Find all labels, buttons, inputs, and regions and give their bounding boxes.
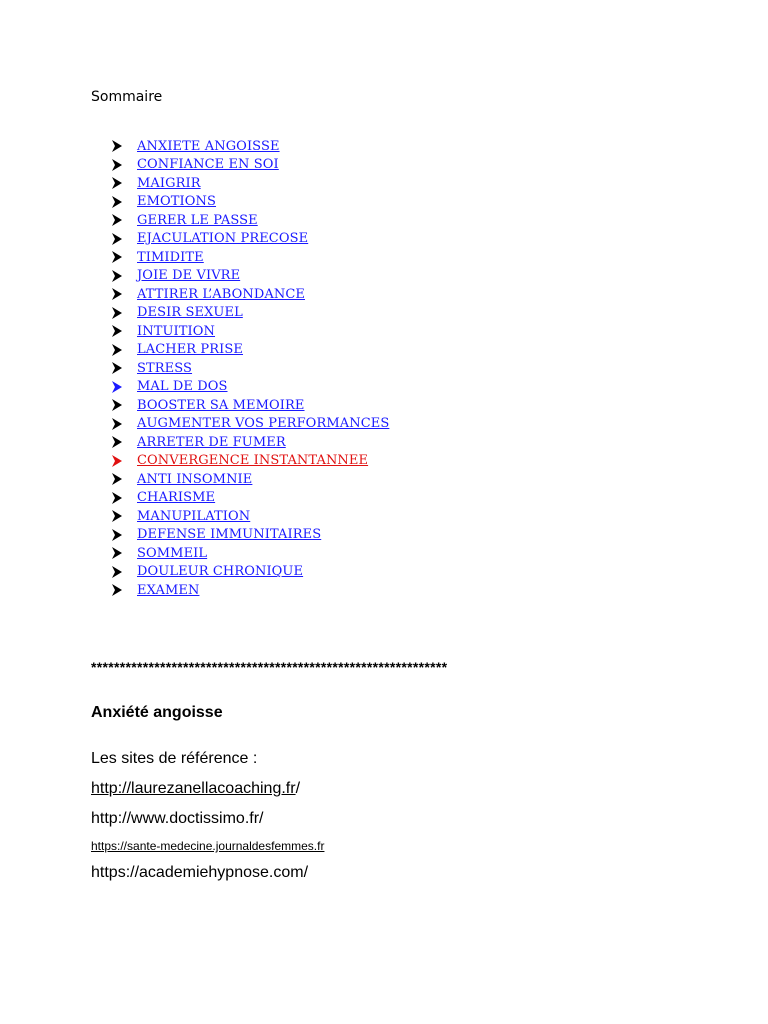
toc-item[interactable] [112,174,389,193]
arrow-bullet-icon [112,436,122,448]
toc-link[interactable]: SOMMEIL [137,545,208,561]
toc-item[interactable] [112,359,389,378]
toc-item[interactable] [112,211,389,230]
arrow-bullet-icon [112,159,122,171]
toc-link[interactable]: CHARISME [137,490,216,506]
toc-item[interactable] [112,433,389,452]
toc-link[interactable]: MANUPILATION [137,508,251,524]
toc-link[interactable]: DEFENSE IMMUNITAIRES [137,527,322,543]
toc-item[interactable] [112,489,389,508]
toc-link[interactable]: ANXIETE ANGOISSE [137,138,280,154]
arrow-bullet-icon [112,344,122,356]
arrow-bullet-icon [112,233,122,245]
toc-link[interactable]: CONFIANCE EN SOI [137,157,279,173]
table-of-contents [112,137,389,600]
link-doctissimo[interactable]: http://www.doctissimo.fr/ [91,810,264,827]
toc-item[interactable] [112,341,389,360]
toc-item[interactable] [112,415,389,434]
toc-link[interactable]: MAL DE DOS [137,379,228,395]
toc-item[interactable] [112,230,389,249]
arrow-bullet-icon [112,566,122,578]
arrow-bullet-icon [112,214,122,226]
arrow-bullet-icon [112,473,122,485]
arrow-bullet-icon [112,529,122,541]
sommaire-title: Sommaire [91,89,163,105]
arrow-bullet-icon [112,325,122,337]
arrow-bullet-icon [112,270,122,282]
arrow-bullet-icon [112,399,122,411]
arrow-bullet-icon [112,455,122,467]
toc-item[interactable] [112,322,389,341]
toc-link[interactable]: DOULEUR CHRONIQUE [137,564,304,580]
arrow-bullet-icon [112,418,122,430]
link-laurezanella-text[interactable]: http://laurezanellacoaching.fr [91,780,296,797]
arrow-bullet-icon [112,196,122,208]
toc-link[interactable]: ATTIRER L’ABONDANCE [137,286,305,302]
arrow-bullet-icon [112,547,122,559]
toc-link[interactable]: INTUITION [137,323,216,339]
arrow-bullet-icon [112,307,122,319]
toc-item[interactable] [112,544,389,563]
toc-item[interactable] [112,452,389,471]
toc-item[interactable] [112,396,389,415]
toc-link[interactable]: DESIR SEXUEL [137,305,243,321]
link-academie-hypnose[interactable]: https://academiehypnose.com/ [91,864,309,881]
arrow-bullet-icon [112,510,122,522]
toc-item[interactable] [112,581,389,600]
toc-link[interactable]: AUGMENTER VOS PERFORMANCES [137,416,390,432]
arrow-bullet-icon [112,492,122,504]
arrow-bullet-icon [112,140,122,152]
toc-item[interactable] [112,267,389,286]
toc-item[interactable] [112,304,389,323]
toc-item[interactable] [112,526,389,545]
toc-item[interactable] [112,193,389,212]
toc-link[interactable]: ARRETER DE FUMER [137,434,286,450]
toc-link[interactable]: STRESS [137,360,193,376]
arrow-bullet-icon [112,584,122,596]
section-heading: Anxiété angoisse [91,704,223,721]
toc-link[interactable]: EXAMEN [137,582,200,598]
intro-text: Les sites de référence : [91,750,258,767]
toc-link[interactable]: CONVERGENCE INSTANTANNEE [137,453,369,469]
separator-line: ************************************************************** [91,659,448,675]
toc-link[interactable]: ANTI INSOMNIE [137,471,253,487]
toc-item[interactable] [112,285,389,304]
link-sante-medecine[interactable]: https://sante-medecine.journaldesfemmes.fr [91,839,325,853]
arrow-bullet-icon [112,288,122,300]
toc-link[interactable]: GERER LE PASSE [137,212,258,228]
toc-item[interactable] [112,507,389,526]
toc-link[interactable]: TIMIDITE [137,249,204,265]
toc-item[interactable] [112,137,389,156]
arrow-bullet-icon [112,381,122,393]
toc-item[interactable] [112,248,389,267]
toc-item[interactable] [112,470,389,489]
arrow-bullet-icon [112,362,122,374]
link-laurezanella[interactable] [91,780,300,798]
toc-link[interactable]: EJACULATION PRECOSE [137,231,309,247]
toc-link[interactable]: JOIE DE VIVRE [137,268,241,284]
toc-item[interactable] [112,563,389,582]
toc-link[interactable]: MAIGRIR [137,175,201,191]
toc-link[interactable]: LACHER PRISE [137,342,243,358]
link-laurezanella-suffix: / [295,780,301,797]
arrow-bullet-icon [112,177,122,189]
arrow-bullet-icon [112,251,122,263]
toc-link[interactable]: EMOTIONS [137,194,217,210]
toc-item[interactable] [112,156,389,175]
toc-link[interactable]: BOOSTER SA MEMOIRE [137,397,305,413]
toc-item[interactable] [112,378,389,397]
